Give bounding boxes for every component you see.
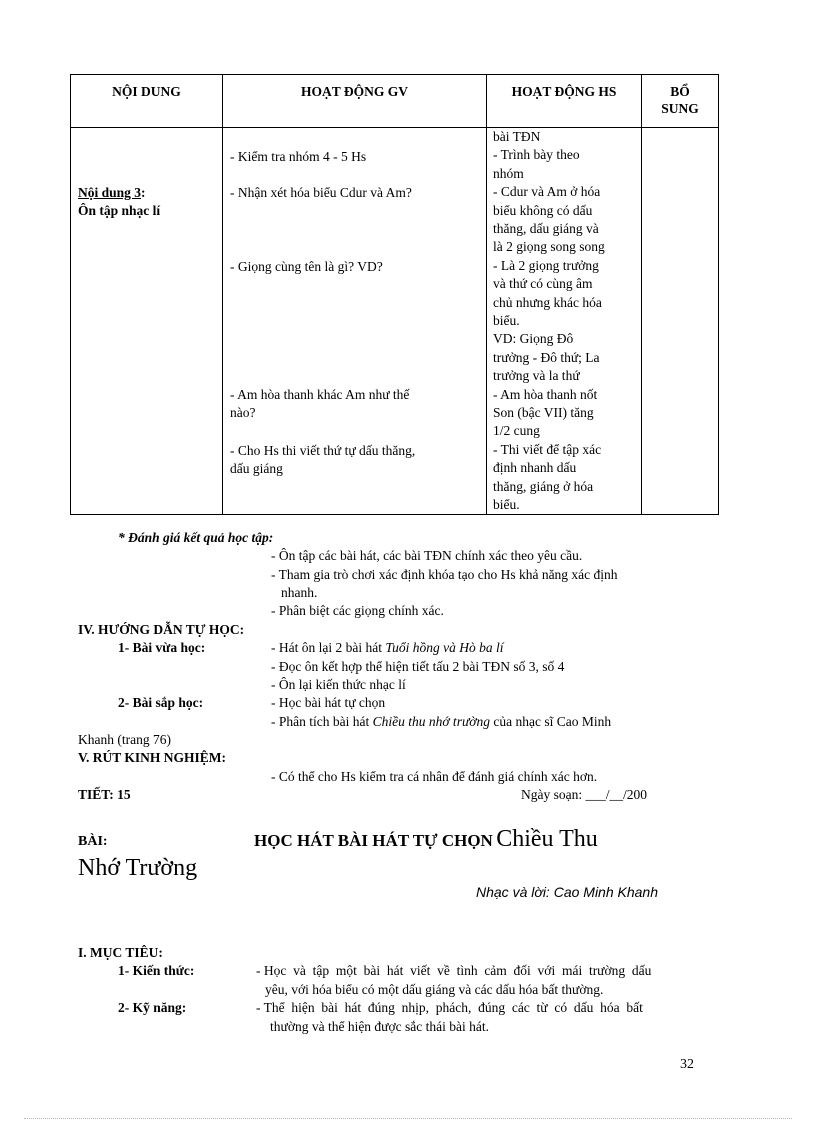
next-item-2-text: - Phân tích bài hát [271,714,373,729]
header-supplement [642,75,719,128]
hs-line: biểu không có dấu [493,202,593,218]
lesson-label: BÀI: [78,834,108,849]
page-number: 32 [680,1057,694,1072]
skill-line-1: - Thể hiện bài hát đúng nhịp, phách, đúng các từ có dấu hóa bất [256,1000,643,1015]
learned-item-1-songs: Tuổi hồng và Hò ba lí [385,640,504,655]
hs-line: biểu. [493,313,520,328]
hs-line: trưởng - Đô thứ; La [493,349,600,365]
lesson-author: Nhạc và lời: Cao Minh Khanh [476,884,658,900]
next-label: 2- Bài sắp học: [118,695,204,710]
knowledge-line-2: yêu, với hóa biểu có một dấu giáng và các dấu hóa bất thường. [265,982,604,997]
gv-line: - Cho Hs thi viết thứ tự dấu thăng, [230,443,416,458]
objectives-heading: I. MỤC TIÊU: [78,945,163,960]
hs-line: - Thi viết để tập xác [493,441,602,457]
assessment-item: - Ôn tập các bài hát, các bài TĐN chính xác theo yêu cầu. [271,548,583,563]
period-label: TIẾT: 15 [78,787,131,802]
experience-item: - Có thể cho Hs kiểm tra cá nhân để đánh giá chính xác hơn. [271,769,598,784]
next-item-2-author: của nhạc sĩ Cao Minh [490,714,612,729]
gv-line: dấu giáng [230,461,283,476]
gv-line: - Nhận xét hóa biểu Cdur và Am? [230,185,412,200]
assessment-item: - Phân biệt các giọng chính xác. [271,603,444,618]
hs-line: thăng, giáng ở hóa [493,478,594,494]
lesson-activity-table [70,74,719,515]
assessment-item: - Tham gia trò chơi xác định khóa tạo cho Hs khả năng xác định [271,567,618,582]
next-item-1: - Học bài hát tự chọn [271,695,386,710]
content-cell [71,128,223,515]
learned-item-1 [271,639,503,657]
lesson-title [254,822,598,859]
hs-line: thăng, dấu giáng và [493,221,599,236]
gv-line: - Giọng cùng tên là gì? VD? [230,259,383,274]
skill-line-2: thường và thể hiện được sắc thái bài hát. [270,1019,489,1034]
content-title-colon: : [141,185,146,200]
hs-line: nhóm [493,165,524,181]
lesson-title-bold: HỌC HÁT BÀI HÁT TỰ CHỌN [254,831,493,850]
hs-line: chủ nhưng khác hóa [493,294,602,310]
lesson-song-name-1: Chiều Thu [496,826,598,852]
table-header-row [71,75,719,128]
hs-line: định nhanh dấu [493,460,577,476]
header-content: NỘI DUNG [71,75,223,128]
content-subtitle: Ôn tập nhạc lí [78,203,161,218]
hs-line: - Trình bày theo [493,147,580,163]
assessment-item: nhanh. [281,585,318,600]
teacher-activity-cell [223,128,487,515]
hs-line: và thứ có cùng âm [493,276,593,292]
header-teacher-activity: HOẠT ĐỘNG GV [223,75,487,128]
next-item-2 [271,713,611,731]
guide-heading: IV. HƯỚNG DẪN TỰ HỌC: [78,622,245,637]
page-bottom-divider [24,1118,792,1119]
hs-line: Son (bậc VII) tăng [493,405,594,420]
student-activity-cell [487,128,642,515]
gv-line: nào? [230,405,256,420]
header-student-activity: HOẠT ĐỘNG HS [487,75,642,128]
skill-label: 2- Kỹ năng: [118,1000,187,1015]
gv-line: - Kiểm tra nhóm 4 - 5 Hs [230,149,367,164]
hs-line: - Là 2 giọng trưởng [493,257,599,273]
supplement-cell [642,128,719,515]
prep-date: Ngày soạn: ___/__/200 [521,787,647,802]
knowledge-label: 1- Kiến thức: [118,963,195,978]
learned-item-2: - Đọc ôn kết hợp thể hiện tiết tấu 2 bài TĐN số 3, số 4 [271,659,565,674]
next-item-2-song: Chiều thu nhớ trường [372,714,491,729]
hs-line: - Am hòa thanh nốt [493,386,598,402]
gv-line: - Am hòa thanh khác Am như thế [230,387,410,402]
experience-heading: V. RÚT KINH NGHIỆM: [78,750,227,765]
knowledge-line-1: - Học và tập một bài hát viết về tình cảm đối với mái trường dấu [256,963,652,978]
hs-line: VD: Giọng Đô [493,331,574,347]
assessment-heading: * Đánh giá kết quả học tập: [118,530,274,545]
hs-line: trưởng và la thứ [493,368,580,384]
hs-line: biểu. [493,497,520,512]
table-row [71,128,719,515]
learned-label: 1- Bài vừa học: [118,640,206,655]
hs-line: là 2 giọng song song [493,239,605,255]
learned-item-1-text: - Hát ôn lại 2 bài hát [271,640,386,655]
lesson-song-name-2: Nhớ Trường [78,855,198,881]
hs-line: 1/2 cung [493,423,540,439]
hs-line: bài TĐN [493,129,541,144]
hs-line: - Cdur và Am ở hóa [493,184,601,200]
learned-item-3: - Ôn lại kiến thức nhạc lí [271,677,406,692]
content-title: Nội dung 3 [78,185,142,200]
header-supplement-label: BỔ SUNG [661,84,699,116]
next-item-2-continued: Khanh (trang 76) [78,732,171,747]
